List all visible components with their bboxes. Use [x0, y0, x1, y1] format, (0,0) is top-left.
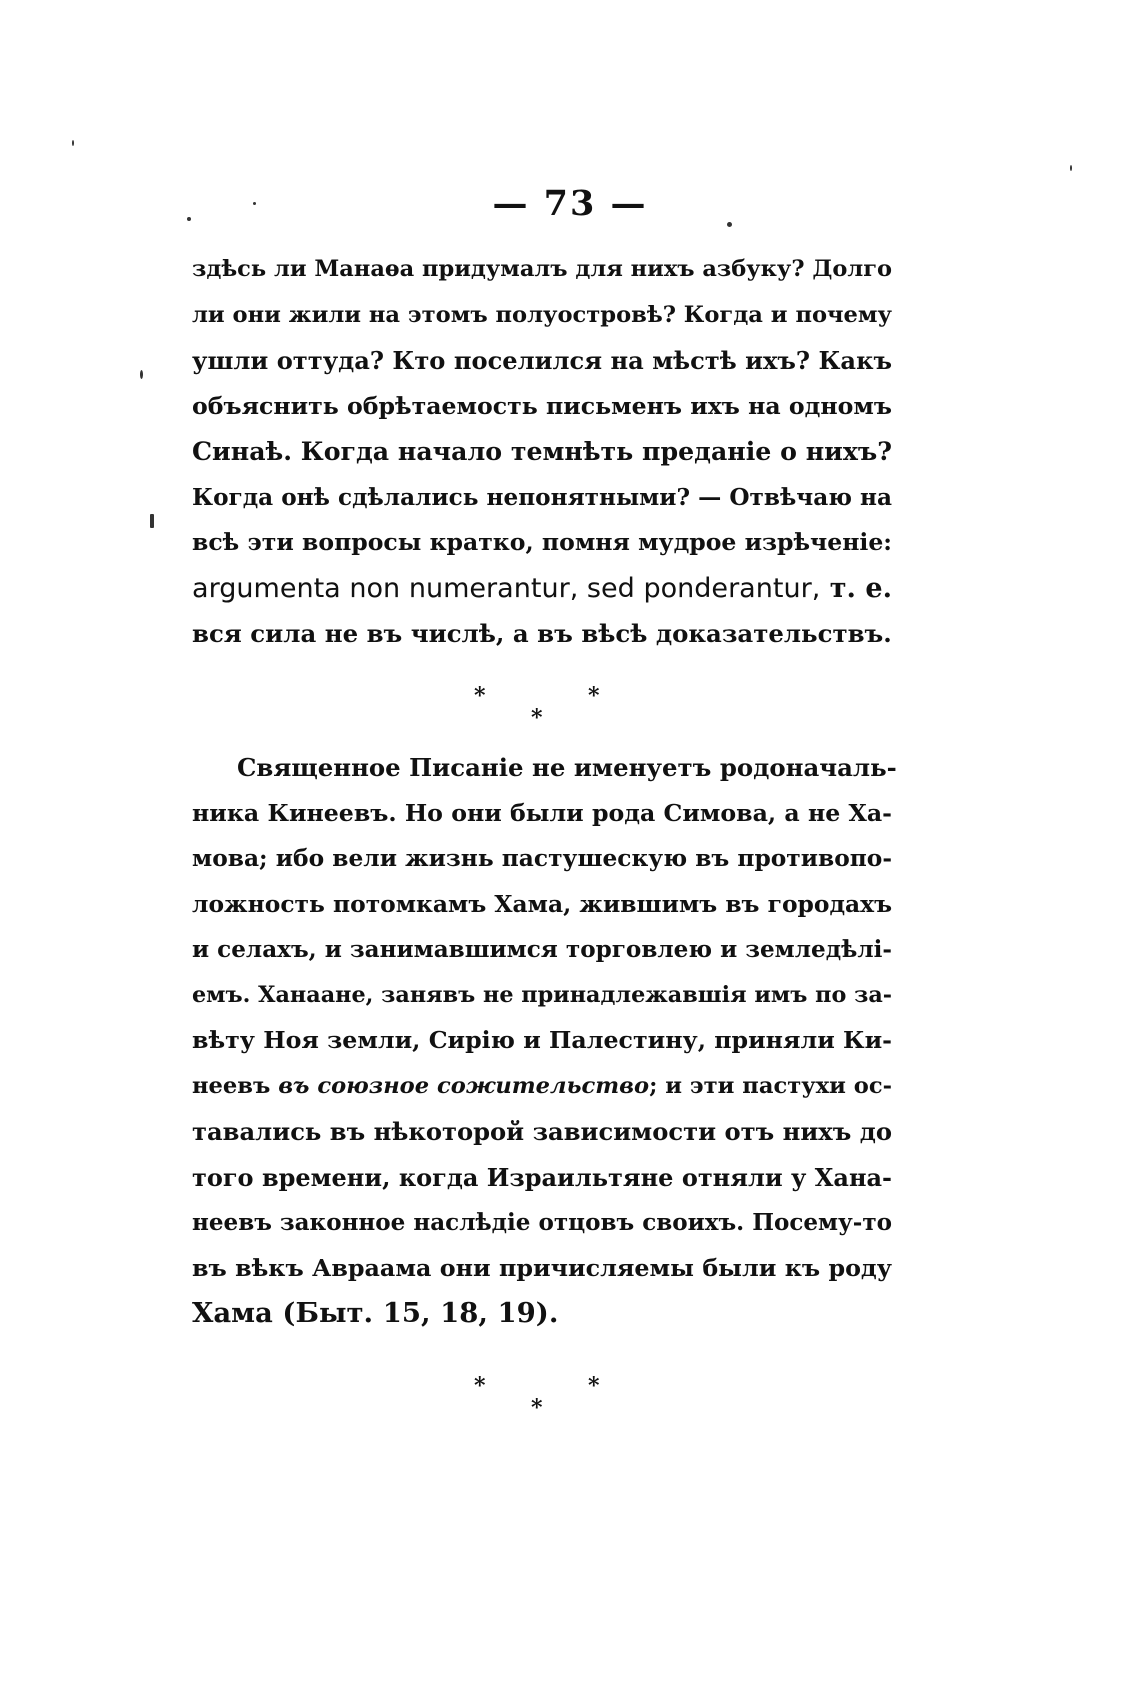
text-line-italic — [192, 1064, 892, 1110]
paragraph-2 — [192, 745, 897, 1337]
text-line: въ вѣкъ Авраама они причисляемы были къ роду — [192, 1253, 892, 1282]
text-line: объяснить обрѣтаемость письменъ ихъ на одномъ — [192, 391, 892, 420]
separator-asterisk: * — [588, 683, 600, 709]
text-line: емъ. Ханаане, занявъ не принадлежавшія имъ по за- — [192, 981, 893, 1008]
scan-speck — [72, 140, 74, 146]
latin-tail: т. е. — [820, 572, 892, 604]
scan-speck — [727, 222, 732, 227]
text-line: здѣсь ли Манаѳа придумалъ для нихъ азбуку? Долго — [192, 256, 893, 282]
page-number: — 73 — — [492, 183, 648, 224]
separator-asterisk: * — [588, 1373, 600, 1399]
text-line: Священное Писаніе не именуетъ родоначаль- — [237, 753, 897, 782]
separator-asterisk: * — [474, 1373, 486, 1399]
separator-asterisk: * — [531, 705, 543, 731]
text-line: мова; ибо вели жизнь пастушескую въ противопо- — [192, 845, 892, 872]
text-line: вся сила не въ числѣ, а въ вѣсѣ доказательствъ. — [192, 619, 892, 648]
text-line: всѣ эти вопросы кратко, помня мудрое изрѣченіе: — [192, 528, 892, 556]
text-line: Когда онѣ сдѣлались непонятными? — Отвѣчаю на — [192, 483, 892, 511]
text-line: и селахъ, и занимавшимся торговлею и земледѣлі- — [192, 936, 892, 963]
latin-phrase: argumenta non numerantur, sed ponderantur, — [192, 572, 821, 604]
text-line: ушли оттуда? Кто поселился на мѣстѣ ихъ? Какъ — [192, 346, 892, 375]
text-line: того времени, когда Израильтяне отняли у Хана- — [192, 1162, 892, 1192]
text-segment: ; и эти пастухи ос- — [649, 1072, 893, 1099]
text-line: ника Кинеевъ. Но они были рода Симова, а не Ха- — [192, 798, 892, 827]
text-segment: неевъ — [192, 1072, 279, 1099]
separator-asterisk: * — [474, 683, 486, 709]
text-line: ложность потомкамъ Хама, жившимъ въ городахъ — [192, 889, 892, 918]
scan-speck — [187, 217, 191, 221]
scan-speck — [253, 202, 256, 205]
text-line-latin — [192, 566, 892, 612]
scan-speck — [150, 514, 154, 528]
text-line: ли они жили на этомъ полуостровѣ? Когда и почему — [192, 301, 892, 328]
scan-speck — [140, 370, 143, 379]
italic-phrase: въ союзное сожительство — [278, 1072, 650, 1099]
paragraph-1 — [192, 247, 892, 657]
separator-asterisk: * — [531, 1395, 543, 1421]
text-line: вѣту Ноя земли, Сирію и Палестину, приняли Ки- — [192, 1026, 892, 1054]
text-line: тавались въ нѣкоторой зависимости отъ нихъ до — [192, 1117, 892, 1146]
text-line: Синаѣ. Когда начало темнѣть преданіе о нихъ? — [192, 436, 892, 466]
text-line: неевъ законное наслѣдіе отцовъ своихъ. Посему-то — [192, 1209, 893, 1236]
scan-speck — [1070, 165, 1072, 171]
text-line: Хама (Быт. 15, 18, 19). — [192, 1297, 559, 1329]
